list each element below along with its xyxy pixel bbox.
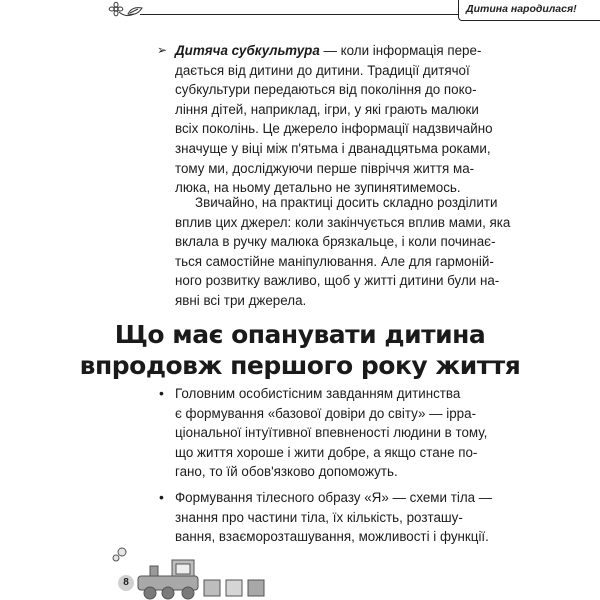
text-line: субкультури передаються від покоління до поко- xyxy=(175,82,477,98)
text-line: що життя хороше і жити добре, а якщо стане по- xyxy=(175,444,478,460)
text-line xyxy=(175,41,482,61)
text-line: гано, то їй обов'язково допоможуть. xyxy=(175,464,398,480)
running-header-title: Дитина народилася! xyxy=(466,3,577,15)
list-item xyxy=(159,384,488,482)
sources-paragraph xyxy=(175,193,511,311)
subculture-paragraph xyxy=(157,41,493,198)
text-line: всіх поколінь. Це джерело інформації надзвичайно xyxy=(175,121,493,137)
page-number: 8 xyxy=(118,575,134,591)
header-rule xyxy=(140,14,458,15)
tasks-list xyxy=(159,384,493,547)
text-line: дається від дитини до дитини. Традиції дитячої xyxy=(175,62,470,78)
text-line: знання про частини тіла, їх кількість, розташу- xyxy=(175,509,463,525)
text-line: Формування тілесного образу «Я» — схеми тіла — xyxy=(175,489,493,505)
text-line: ління дітей, наприклад, ігри, у які грають малюки xyxy=(175,101,479,117)
text-line: є формування «базової довіри до світу» — ірра- xyxy=(175,405,477,421)
text-span: — коли інформація пере- xyxy=(323,43,482,58)
text-line: явні всі три джерела. xyxy=(175,292,307,308)
text-line: вплив цих джерел: коли закінчується вплив мами, яка xyxy=(175,214,511,230)
text-line: ного розвитку важливо, щоб у житті дитини були на- xyxy=(175,273,500,289)
arrow-bullet-icon: ➢ xyxy=(157,43,168,57)
text-line: вання, взаєморозташування, можливості і функції. xyxy=(175,529,489,545)
toy-train-and-blocks-icon xyxy=(100,546,360,600)
section-heading-line-2: впродовж першого року життя xyxy=(79,351,521,380)
text-line: тому ми, досліджуючи перше півріччя життя ма- xyxy=(175,160,475,176)
list-item xyxy=(159,488,493,547)
text-line: Звичайно, на практиці досить складно розділити xyxy=(195,195,498,210)
flower-leaf-ornament-icon xyxy=(104,0,146,26)
term-emphasis: Дитяча субкультура xyxy=(175,43,320,58)
text-line: значуще у віці між п'ятьма і дванадцятьма роками, xyxy=(175,140,491,156)
text-line: люка, на ньому детально не зупинятимемось. xyxy=(175,180,461,196)
text-line: ціональної інтуїтивної впевненості людини в тому, xyxy=(175,425,488,441)
bullet-dot-icon: • xyxy=(159,488,164,505)
text-line: вклала в ручку малюка брязкальце, і коли починає- xyxy=(175,234,496,250)
bullet-dot-icon: • xyxy=(159,385,164,401)
text-line: ться самостійне маніпулювання. Але для гармоній- xyxy=(175,253,494,269)
section-heading-line-1: Що має опанувати дитина xyxy=(114,320,486,349)
text-line: Головним особистісним завданням дитинства xyxy=(175,386,461,401)
